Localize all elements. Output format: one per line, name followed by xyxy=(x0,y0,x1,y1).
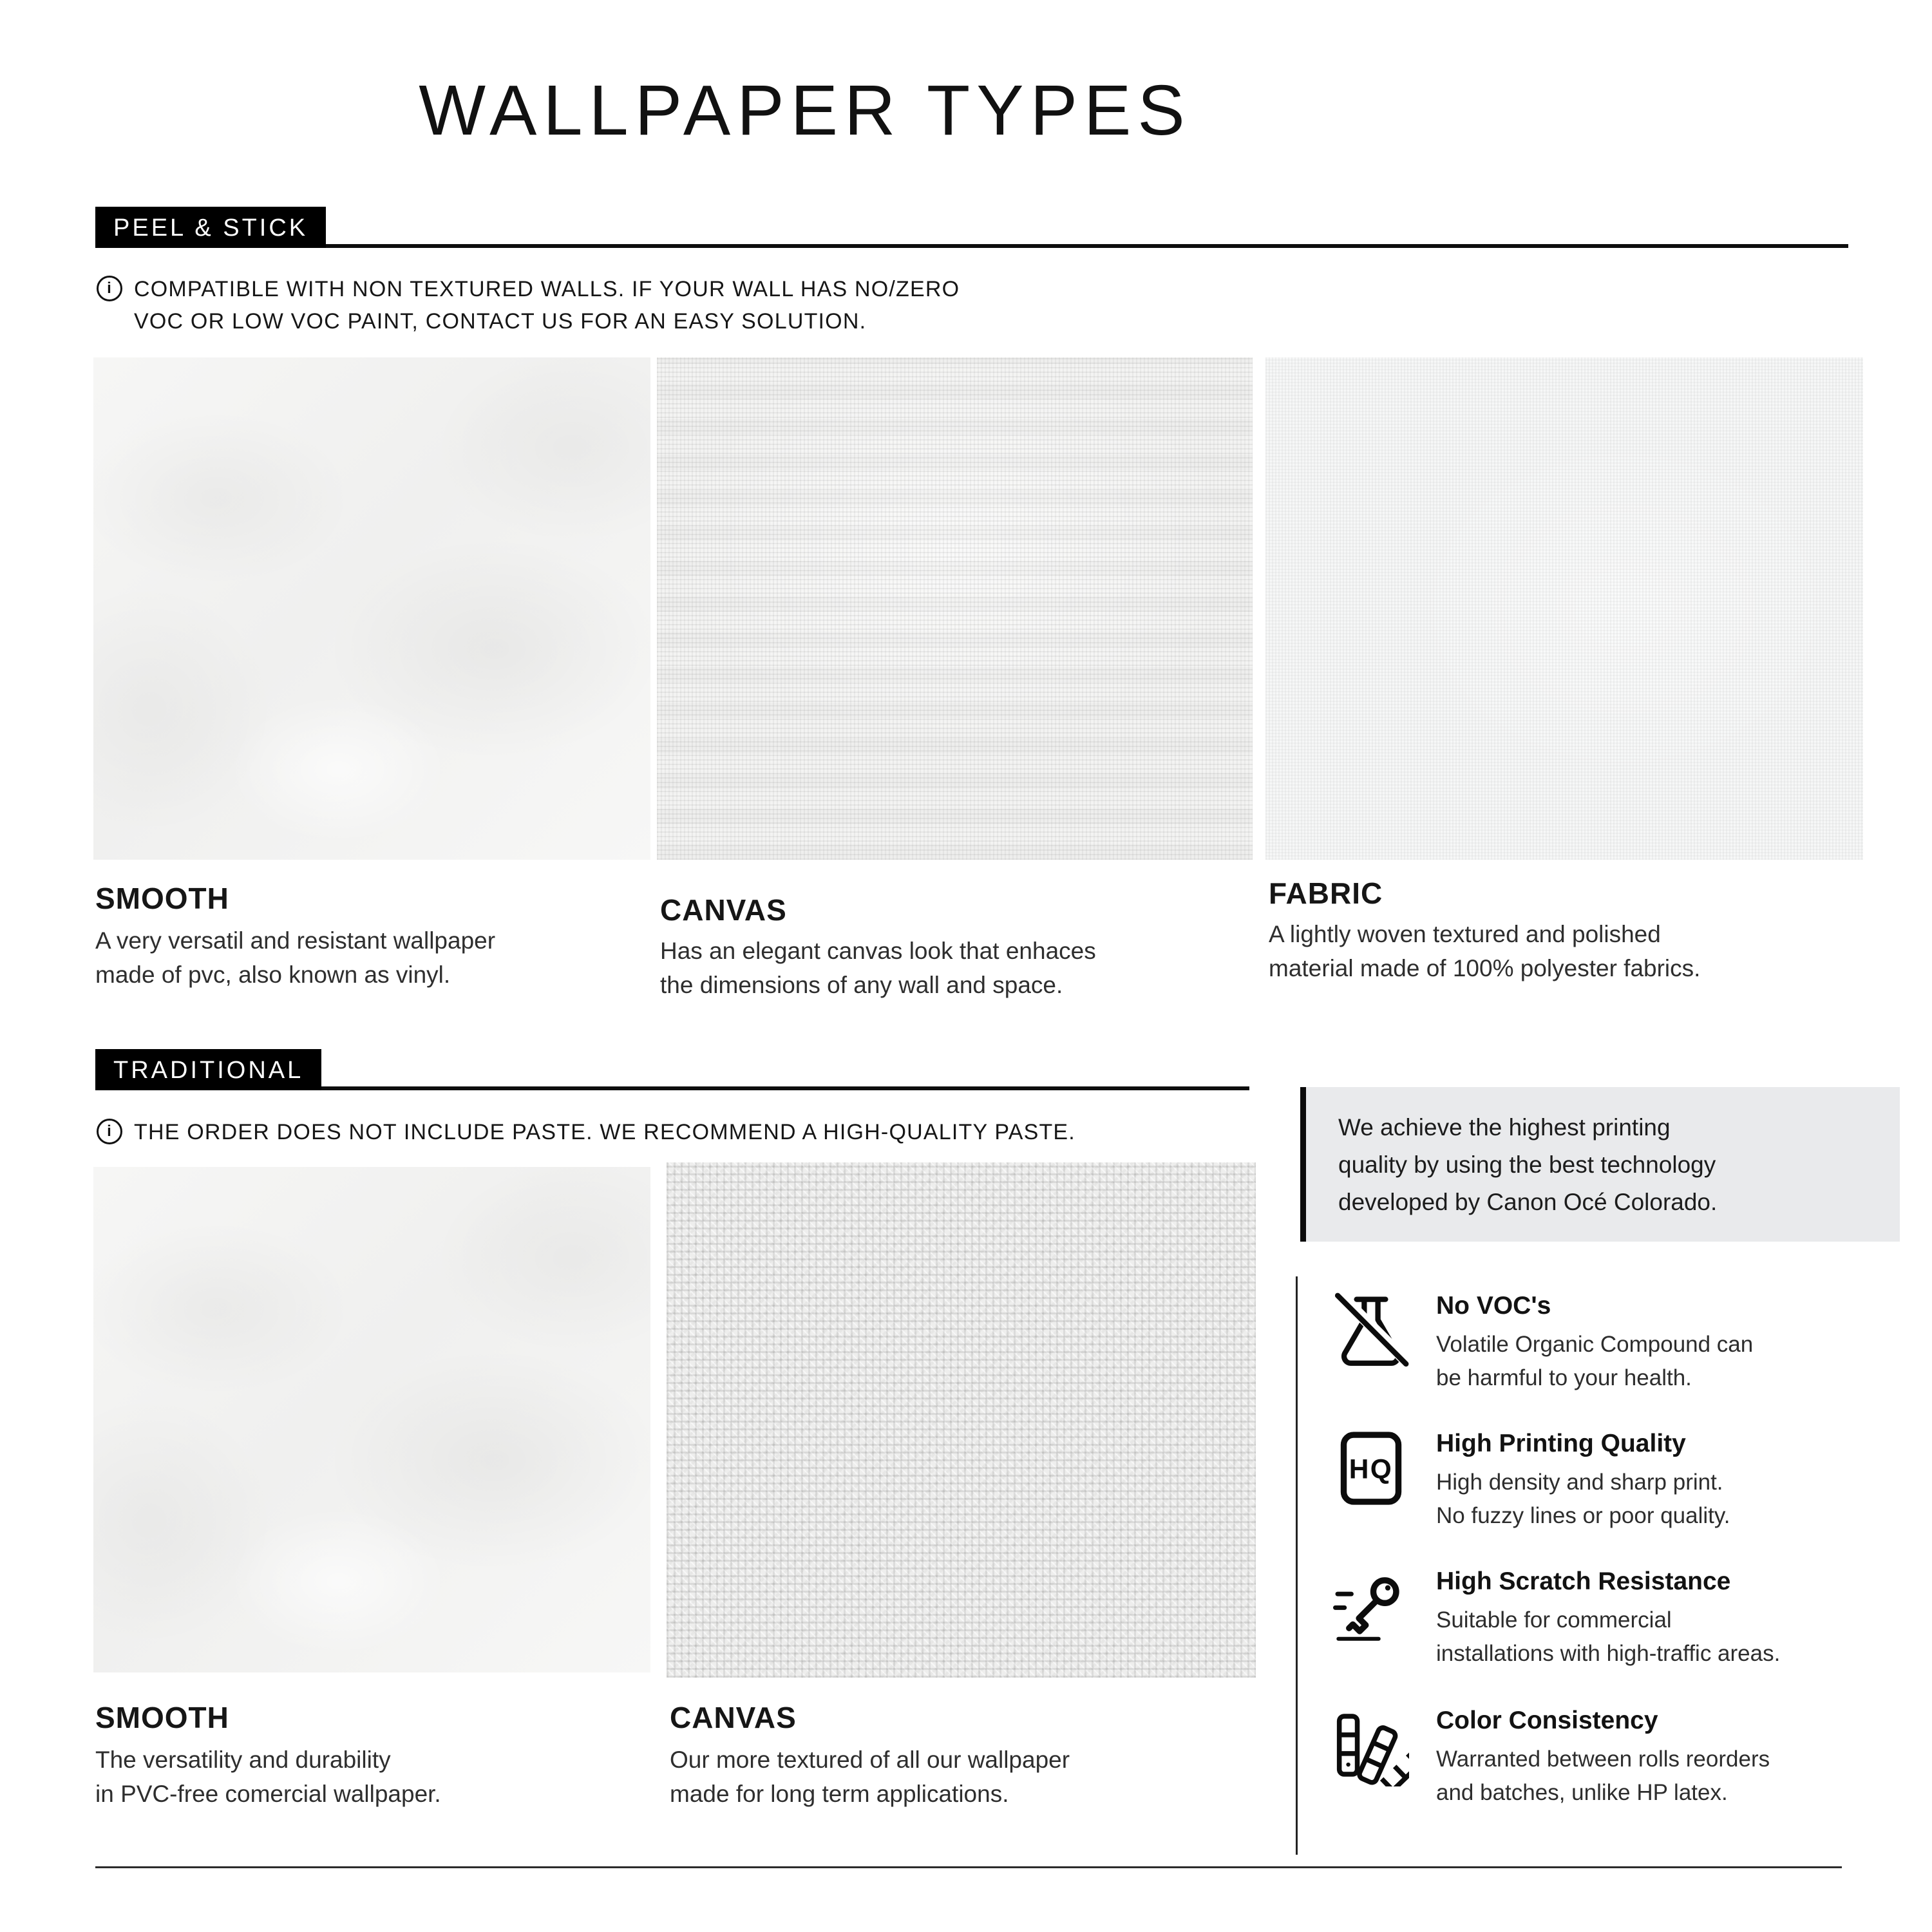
quality-note-line: quality by using the best technology xyxy=(1338,1151,1716,1178)
type-description-fabric xyxy=(1269,917,1700,985)
feature-body xyxy=(1436,1567,1908,1671)
no-voc-flask-icon xyxy=(1333,1289,1409,1372)
description-line: the dimensions of any wall and space. xyxy=(660,972,1063,998)
description-line: made of pvc, also known as vinyl. xyxy=(95,961,451,988)
description-line: made for long term applications. xyxy=(670,1781,1009,1807)
type-name-canvas: CANVAS xyxy=(660,893,787,927)
traditional-section-label: TRADITIONAL xyxy=(95,1049,321,1090)
feature-description-line: Warranted between rolls reorders xyxy=(1436,1747,1770,1772)
printing-quality-note xyxy=(1300,1087,1900,1242)
peel-stick-note xyxy=(97,273,960,337)
traditional-note-text xyxy=(134,1116,1075,1148)
feature-title: Color Consistency xyxy=(1436,1707,1658,1734)
feature-title: High Scratch Resistance xyxy=(1436,1567,1731,1595)
feature-description-line: Suitable for commercial xyxy=(1436,1607,1672,1633)
traditional-note xyxy=(97,1116,1075,1148)
type-name-canvas-traditional: CANVAS xyxy=(670,1701,797,1734)
feature-high-scratch-resistance xyxy=(1328,1567,1908,1671)
footer-divider-line xyxy=(95,1866,1842,1868)
feature-title: No VOC's xyxy=(1436,1292,1551,1320)
peel-smooth-texture-sample xyxy=(93,357,650,860)
features-divider-line xyxy=(1296,1276,1298,1855)
feature-high-printing-quality xyxy=(1328,1430,1908,1533)
traditional-smooth-texture-sample xyxy=(93,1167,650,1672)
peel-stick-note-text xyxy=(134,273,960,337)
type-description-canvas-traditional xyxy=(670,1743,1070,1811)
feature-body xyxy=(1436,1430,1908,1533)
description-line: Has an elegant canvas look that enhaces xyxy=(660,938,1096,964)
peel-canvas-texture-sample xyxy=(657,357,1253,860)
note-line: COMPATIBLE WITH NON TEXTURED WALLS. IF YOUR WALL HAS NO/ZERO xyxy=(134,277,960,301)
peel-stick-section-label: PEEL & STICK xyxy=(95,207,326,248)
type-description-smooth-traditional xyxy=(95,1743,441,1811)
type-name-smooth: SMOOTH xyxy=(95,882,229,915)
description-line: material made of 100% polyester fabrics. xyxy=(1269,955,1701,981)
description-line: A very versatil and resistant wallpaper xyxy=(95,927,496,954)
feature-description-line: High density and sharp print. xyxy=(1436,1470,1723,1495)
info-icon xyxy=(97,276,122,301)
page-title: WALLPAPER TYPES xyxy=(419,71,1191,150)
type-description-canvas xyxy=(660,934,1096,1002)
feature-description-line: No fuzzy lines or poor quality. xyxy=(1436,1503,1730,1528)
feature-body xyxy=(1436,1707,1908,1810)
info-icon xyxy=(97,1119,122,1144)
note-line: VOC OR LOW VOC PAINT, CONTACT US FOR AN EASY SOLUTION. xyxy=(134,309,867,334)
feature-body xyxy=(1436,1292,1908,1395)
feature-description-line: Volatile Organic Compound can xyxy=(1436,1332,1754,1357)
color-swatches-icon xyxy=(1333,1704,1409,1786)
quality-note-line: developed by Canon Océ Colorado. xyxy=(1338,1189,1718,1215)
description-line: A lightly woven textured and polished xyxy=(1269,921,1661,947)
description-line: The versatility and durability xyxy=(95,1747,391,1773)
peel-fabric-texture-sample xyxy=(1265,357,1863,860)
description-line: in PVC-free comercial wallpaper. xyxy=(95,1781,441,1807)
note-line: THE ORDER DOES NOT INCLUDE PASTE. WE RECOMMEND A HIGH-QUALITY PASTE. xyxy=(134,1120,1075,1144)
feature-no-vocs xyxy=(1328,1292,1908,1395)
svg-text:HQ: HQ xyxy=(1349,1454,1394,1485)
type-name-fabric: FABRIC xyxy=(1269,876,1383,910)
feature-title: High Printing Quality xyxy=(1436,1430,1686,1457)
scratch-resistance-key-icon xyxy=(1333,1565,1409,1647)
feature-description-line: be harmful to your health. xyxy=(1436,1365,1692,1390)
traditional-canvas-texture-sample xyxy=(667,1162,1256,1678)
description-line: Our more textured of all our wallpaper xyxy=(670,1747,1070,1773)
feature-description-line: and batches, unlike HP latex. xyxy=(1436,1780,1728,1805)
feature-description-line: installations with high-traffic areas. xyxy=(1436,1641,1781,1666)
type-description-smooth xyxy=(95,923,495,992)
peel-stick-divider-line xyxy=(95,244,1848,248)
type-name-smooth-traditional: SMOOTH xyxy=(95,1701,229,1734)
quality-note-line: We achieve the highest printing xyxy=(1338,1114,1671,1141)
feature-color-consistency xyxy=(1328,1707,1908,1810)
hq-badge-icon xyxy=(1333,1427,1409,1510)
